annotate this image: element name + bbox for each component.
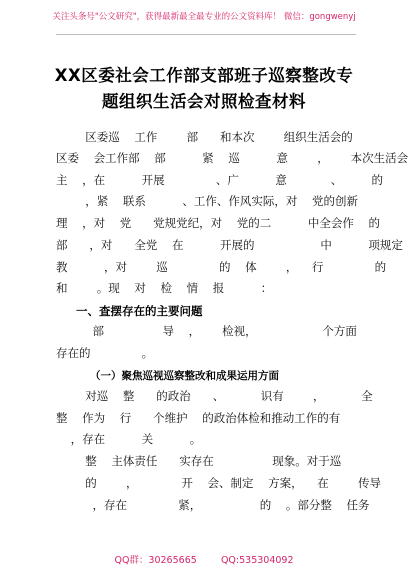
document-title-line-2: 题组织生活会对照检查材料 [102, 92, 306, 111]
body-line: 整 作为 行 个维护 的政治体检和推动工作的有 [56, 411, 341, 425]
body-line: ，存在 紧， 的 。部分整 任务 [56, 498, 370, 512]
footer-qq: QQ:535304092 [220, 555, 294, 566]
section-heading: 一、查摆存在的主要问题 [76, 304, 203, 318]
footer-qq-group: QQ群：30265665 [114, 555, 197, 566]
body-line: 对巡 整 的政治 、 识有 ， 全 [56, 389, 373, 403]
body-line: 的 ， 开 会、制定 方案， 在 传导 [56, 476, 381, 490]
header-promo-note: 关注头条号"公文研究"，获得最新最全最专业的公文资料库！ 微信：gongwenyj [52, 12, 356, 22]
header-divider [56, 34, 356, 35]
body-line: 主 ，在 开展 、广 意 、 的 [56, 173, 384, 187]
body-line: 存在的 。 [56, 346, 154, 360]
body-line: 整 主体责任 实存在 现象。对于巡 [56, 454, 342, 468]
footer-contact [0, 552, 408, 566]
body-line: ，紧 联系 、工作、作风实际，对 党的创新 [56, 194, 359, 208]
body-line: 区委巡 工作 部 和本次 组织生活会的 [56, 130, 353, 144]
body-line: 区委 会工作部 部 紧 巡 意 ， 本次生活会 [56, 151, 408, 165]
body-line: 和 。现 对 检 情 报 ： [56, 281, 273, 295]
document-title-line-1: XX区委社会工作部支部班子巡察整改专 [54, 66, 354, 85]
body-line: 部 ，对 全党 在 开展的 中 项规定 [56, 238, 403, 252]
body-line: 教 ，对 巡 的 体 ， 行 的 [56, 260, 387, 274]
subsection-heading: （一）聚焦巡视巡察整改和成果运用方面 [90, 370, 279, 382]
body-line: ，存在 关 。 [56, 432, 202, 446]
body-line: 部 导 ， 检视， 个方面 [56, 324, 357, 338]
body-line: 理 ，对 党 党规党纪，对 党的二 中全会作 的 [56, 216, 380, 230]
